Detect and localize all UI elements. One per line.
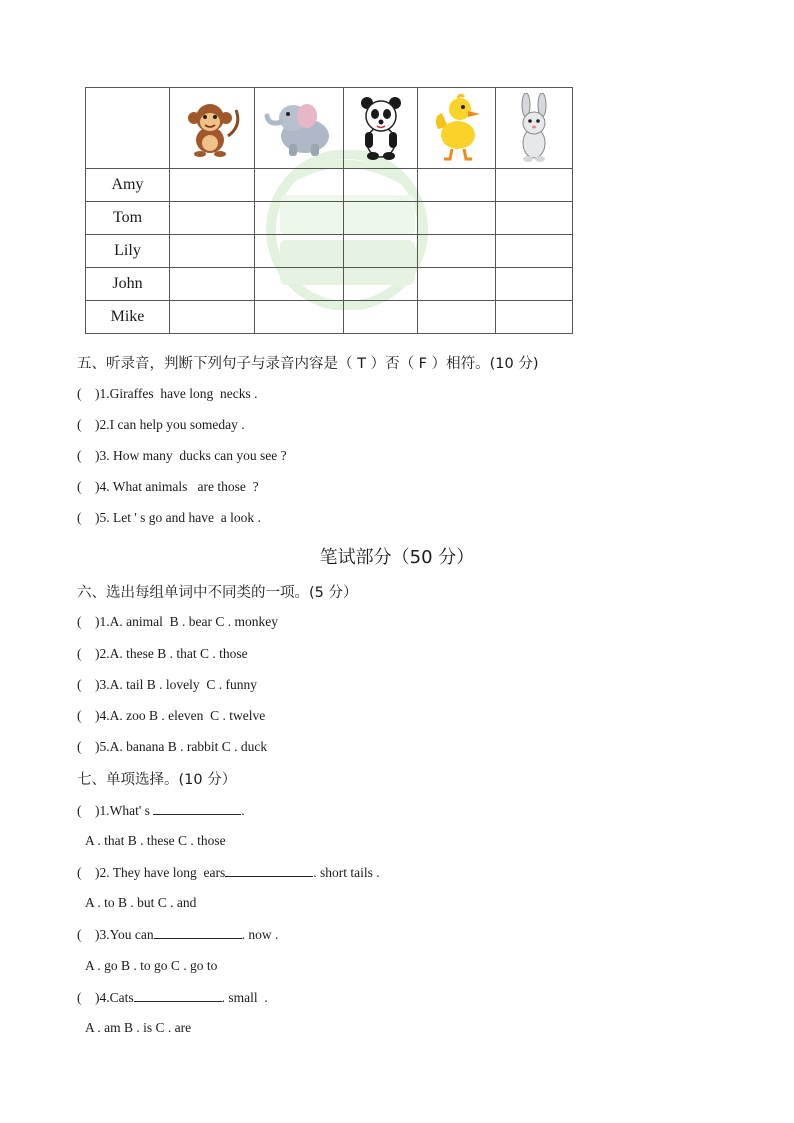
animal-check-table (85, 87, 573, 334)
student-name: Tom (86, 202, 170, 235)
question-text: ( )3.You can (77, 927, 154, 942)
rabbit-picture-cell (496, 88, 573, 169)
answer-blank[interactable] (225, 864, 313, 877)
question-text: . short tails . (313, 865, 380, 880)
written-part-title: 笔试部分（50 分） (319, 547, 475, 568)
section5-item-4: ( )4. What animals are those ? (77, 479, 259, 494)
section6-item-3: ( )3.A. tail B . lovely C . funny (77, 677, 257, 692)
section7-options-1: A . that B . these C . those (85, 833, 226, 848)
elephant-icon (259, 96, 339, 160)
section7-options-2: A . to B . but C . and (85, 895, 197, 910)
check-cell[interactable] (496, 268, 573, 301)
table-row (86, 301, 573, 334)
section5-item-1: ( )1.Giraffes have long necks . (77, 386, 258, 401)
section6-item-4: ( )4.A. zoo B . eleven C . twelve (77, 708, 266, 723)
check-cell[interactable] (496, 235, 573, 268)
panda-icon (355, 94, 407, 162)
check-cell[interactable] (418, 301, 496, 334)
section5-item-2: ( )2.I can help you someday . (77, 417, 245, 432)
answer-blank[interactable] (154, 926, 242, 939)
student-name: Mike (86, 301, 170, 334)
question-text: . (241, 803, 245, 818)
check-cell[interactable] (496, 202, 573, 235)
elephant-picture-cell (255, 88, 344, 169)
answer-blank[interactable] (134, 989, 222, 1002)
check-cell[interactable] (418, 235, 496, 268)
section5-item-5: ( )5. Let ' s go and have a look . (77, 510, 261, 525)
section6-item-5: ( )5.A. banana B . rabbit C . duck (77, 739, 268, 754)
section6-title: 六、选出每组单词中不同类的一项。(5 分） (77, 585, 358, 601)
check-cell[interactable] (255, 268, 344, 301)
question-text: ( )4.Cats (77, 990, 134, 1005)
check-cell[interactable] (170, 301, 255, 334)
check-cell[interactable] (418, 202, 496, 235)
check-cell[interactable] (344, 169, 418, 202)
student-name: Lily (86, 235, 170, 268)
table-corner-cell (86, 88, 170, 169)
duck-icon (430, 93, 484, 163)
monkey-icon (180, 96, 244, 160)
check-cell[interactable] (344, 202, 418, 235)
monkey-picture-cell (170, 88, 255, 169)
answer-blank[interactable] (153, 802, 241, 815)
table-row (86, 202, 573, 235)
table-row (86, 169, 573, 202)
question-text: . now . (241, 927, 279, 942)
section7-title: 七、单项选择。(10 分） (77, 772, 237, 788)
table-header-row (86, 88, 573, 169)
check-cell[interactable] (170, 268, 255, 301)
check-cell[interactable] (496, 169, 573, 202)
check-cell[interactable] (418, 268, 496, 301)
section6-item-2: ( )2.A. these B . that C . those (77, 646, 248, 661)
section7-question-2 (77, 864, 380, 881)
rabbit-icon (512, 93, 556, 163)
check-cell[interactable] (344, 268, 418, 301)
section7-question-4 (77, 989, 268, 1006)
check-cell[interactable] (255, 169, 344, 202)
check-cell[interactable] (170, 169, 255, 202)
check-cell[interactable] (170, 202, 255, 235)
check-cell[interactable] (170, 235, 255, 268)
check-cell[interactable] (255, 235, 344, 268)
student-name: John (86, 268, 170, 301)
section7-options-3: A . go B . to go C . go to (85, 958, 218, 973)
table-row (86, 235, 573, 268)
check-cell[interactable] (344, 235, 418, 268)
question-text: ( )1.What' s (77, 803, 154, 818)
check-cell[interactable] (255, 202, 344, 235)
check-cell[interactable] (344, 301, 418, 334)
section5-title: 五、听录音，判断下列句子与录音内容是（ T ）否（ F ）相符。(10 分) (77, 356, 539, 372)
section7-question-3 (77, 926, 278, 943)
duck-picture-cell (418, 88, 496, 169)
section7-question-1 (77, 802, 245, 819)
section6-item-1: ( )1.A. animal B . bear C . monkey (77, 614, 278, 629)
table-row (86, 268, 573, 301)
section5-item-3: ( )3. How many ducks can you see ? (77, 448, 287, 463)
check-cell[interactable] (496, 301, 573, 334)
panda-picture-cell (344, 88, 418, 169)
student-name: Amy (86, 169, 170, 202)
section7-options-4: A . am B . is C . are (85, 1020, 192, 1035)
check-cell[interactable] (255, 301, 344, 334)
question-text: ( )2. They have long ears (77, 865, 226, 880)
check-cell[interactable] (418, 169, 496, 202)
question-text: . small . (221, 990, 268, 1005)
